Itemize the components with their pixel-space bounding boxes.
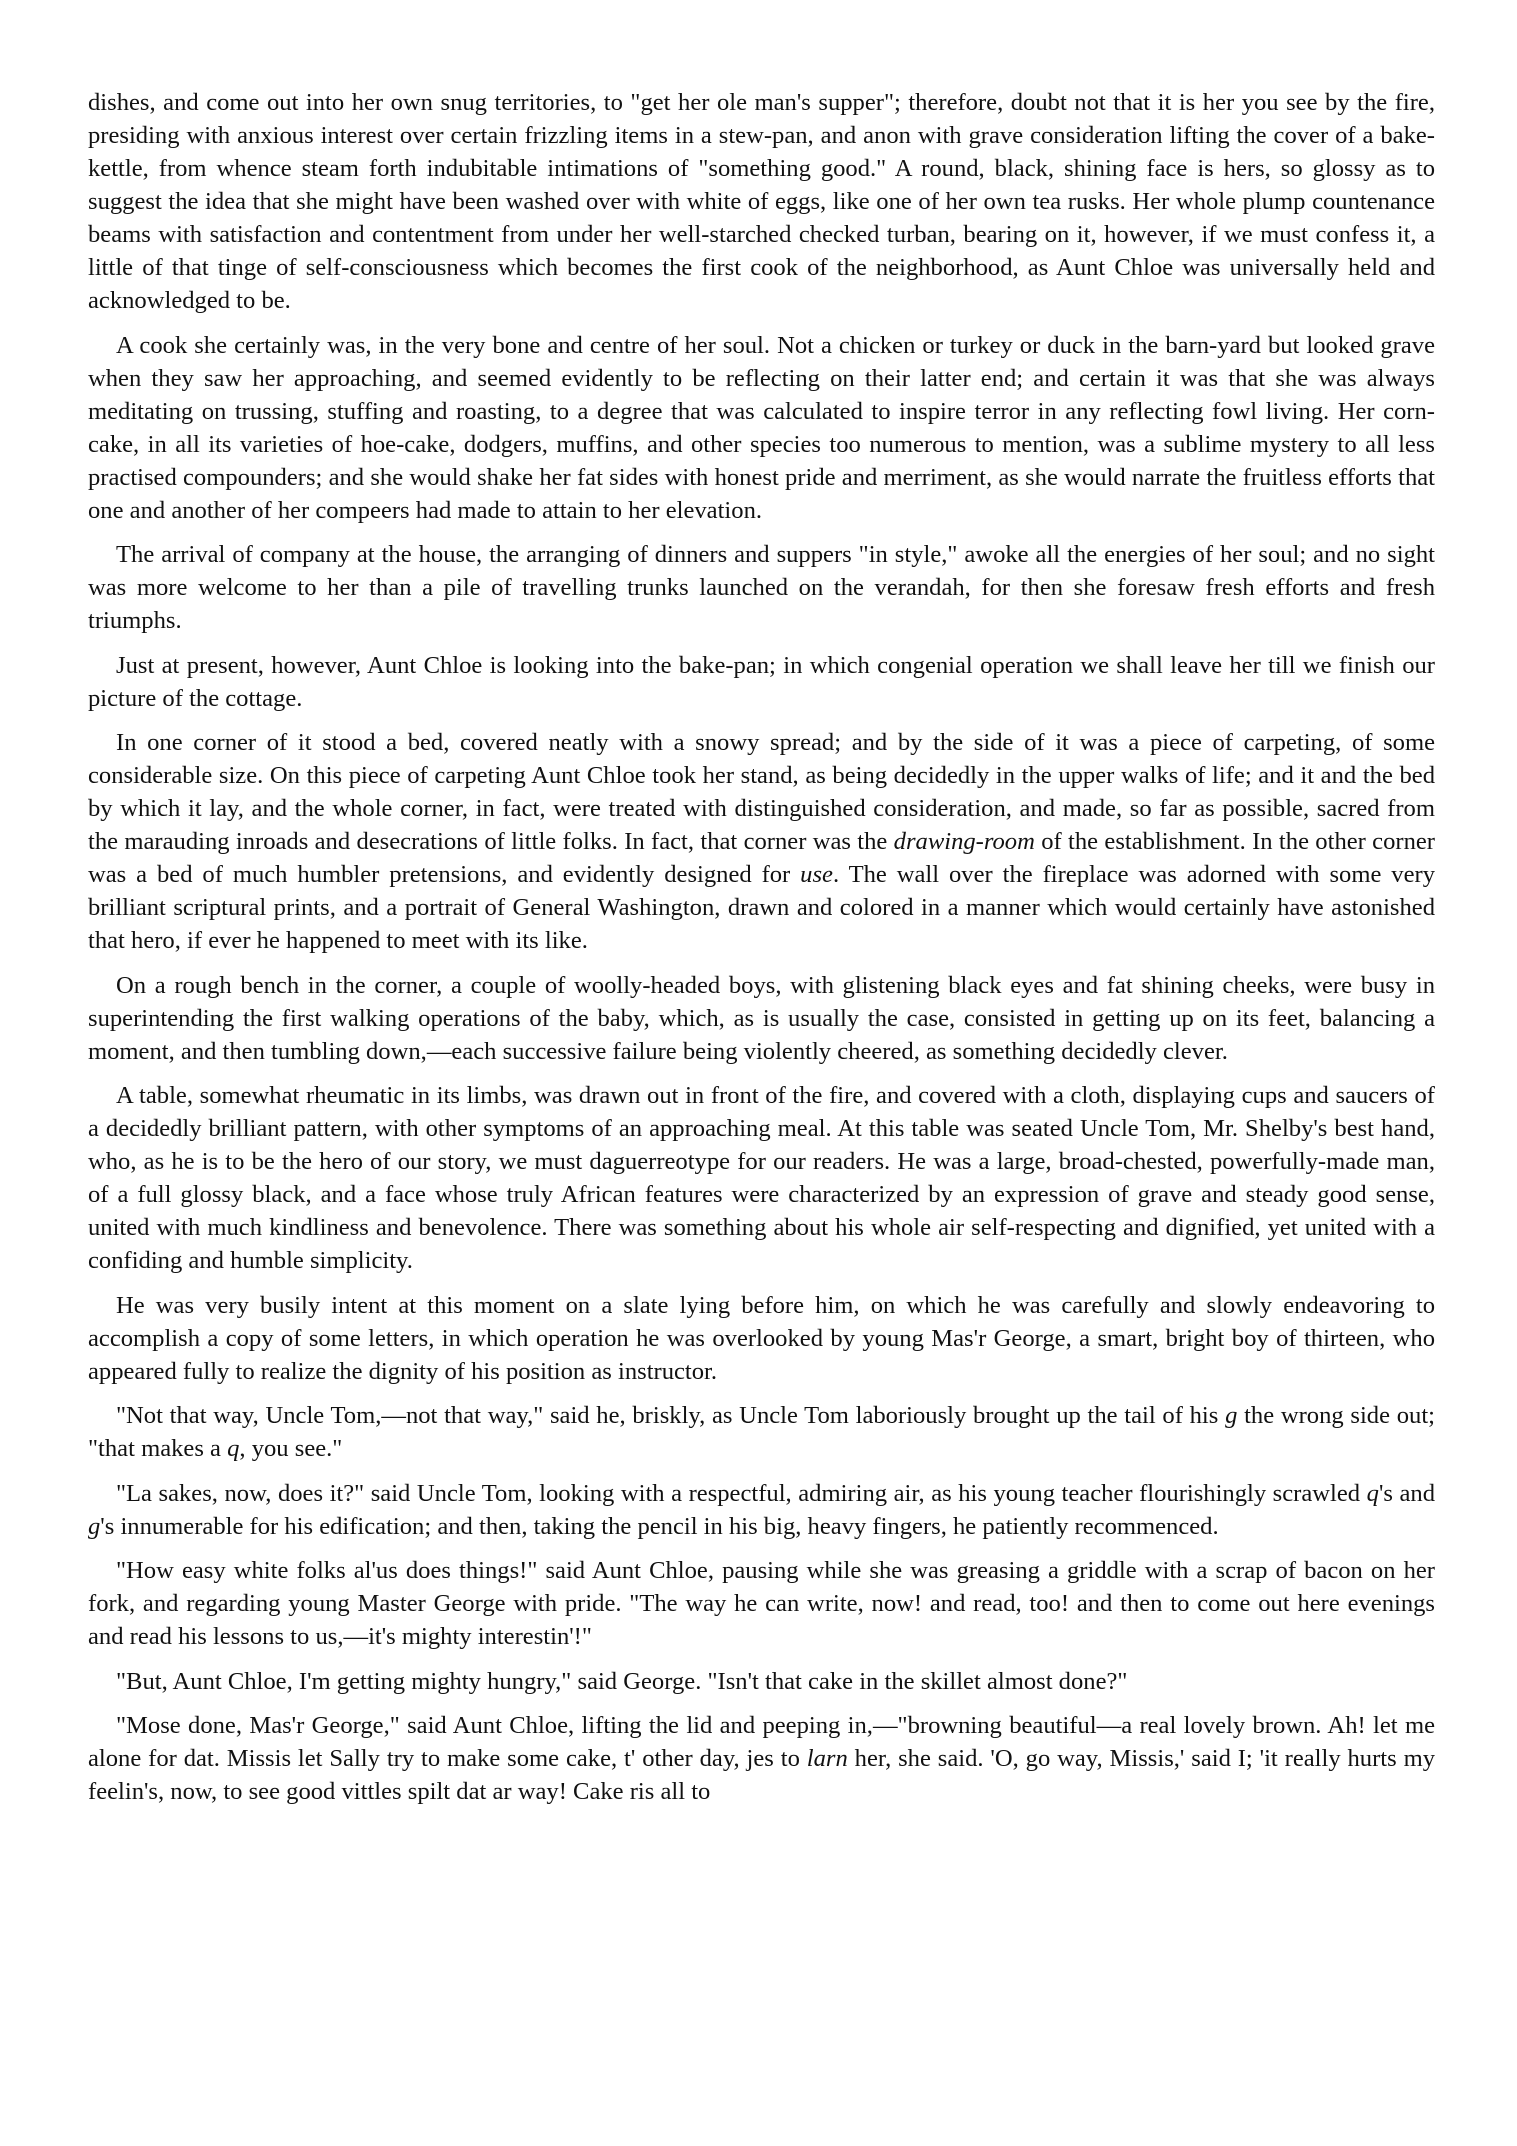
- paragraph-7-text: A table, somewhat rheumatic in its limbs, was drawn out in front of the fire, and covered with a cloth, displaying cups and saucers of a decidedly brilliant pattern, with other symptoms of an approaching meal. At this table was seated Uncle Tom, Mr. Shelby's best hand, who, as he is to be the hero of our story, we must daguerreotype for our readers. He was a large, broad-chested, powerfully-made man, of a full glossy black, and a face whose truly African features were characterized by an expression of grave and steady good sense, united with much kindliness and benevolence. There was something about his whole air self-respecting and dignified, yet united with a confiding and humble simplicity.: [88, 1082, 1435, 1274]
- paragraph-13-text-2: her, she said. 'O, go way, Missis,' said I; 'it really hurts my feelin's, now, to see good vittles spilt dat ar way! Cake ris all to: [88, 1745, 1435, 1805]
- paragraph-7: [88, 1079, 1435, 1277]
- paragraph-11: [88, 1554, 1435, 1653]
- paragraph-10-text: "La sakes, now, does it?" said Uncle Tom, looking with a respectful, admiring air, as his young teacher flourishingly scrawled: [116, 1479, 1367, 1507]
- paragraph-1-text: dishes, and come out into her own snug territories, to "get her ole man's supper"; therefore, doubt not that it is her you see by the fire, presiding with anxious interest over certain frizzling items in a stew-pan, and anon with grave consideration lifting the cover of a bake-kettle, from whence steam forth indubitable intimations of "something good." A round, black, shining face is hers, so glossy as to suggest the idea that she might have been washed over with white of eggs, like one of her own tea rusks. Her whole plump countenance beams with satisfaction and contentment from under her well-starched checked turban, bearing on it, however, if we must confess it, a little of that tinge of self-consciousness which becomes the first cook of the neighborhood, as Aunt Chloe was universally held and acknowledged to be.: [88, 89, 1435, 314]
- paragraph-5-text-2: of the establishment. In the other corner was a bed of much humbler pretensions, and evidently designed for: [88, 828, 1435, 888]
- paragraph-13: [88, 1709, 1435, 1808]
- paragraph-12-text: "But, Aunt Chloe, I'm getting mighty hungry," said George. "Isn't that cake in the skillet almost done?": [116, 1667, 1128, 1695]
- paragraph-10: [88, 1477, 1435, 1543]
- paragraph-13-text: "Mose done, Mas'r George," said Aunt Chloe, lifting the lid and peeping in,—"browning beautiful—a real lovely brown. Ah! let me alone for dat. Missis let Sally try to make some cake, t' other day, jes to: [88, 1712, 1435, 1772]
- paragraph-1: [88, 86, 1435, 317]
- paragraph-2-text: A cook she certainly was, in the very bone and centre of her soul. Not a chicken or turkey or duck in the barn-yard but looked grave when they saw her approaching, and seemed evidently to be reflecting on their latter end; and certain it was that she was always meditating on trussing, stuffing and roasting, to a degree that was calculated to inspire terror in any reflecting fowl living. Her corn-cake, in all its varieties of hoe-cake, dodgers, muffins, and other species too numerous to mention, was a sublime mystery to all less practised compounders; and she would shake her fat sides with honest pride and merriment, as she would narrate the fruitless efforts that one and another of her compeers had made to attain to her elevation.: [88, 331, 1435, 524]
- paragraph-5-text: In one corner of it stood a bed, covered neatly with a snowy spread; and by the side of it was a piece of carpeting, of some considerable size. On this piece of carpeting Aunt Chloe took her stand, as being decidedly in the upper walks of life; and it and the bed by which it lay, and the whole corner, in fact, were treated with distinguished consideration, and made, so far as possible, sacred from the marauding inroads and desecrations of little folks. In fact, that corner was the: [88, 729, 1435, 855]
- paragraph-8-text: He was very busily intent at this moment on a slate lying before him, on which he was carefully and slowly endeavoring to accomplish a copy of some letters, in which operation he was overlooked by young Mas'r George, a smart, bright boy of thirteen, who appeared fully to realize the dignity of his position as instructor.: [88, 1291, 1435, 1385]
- paragraph-2: [88, 329, 1435, 527]
- paragraph-10-italic-g: g: [88, 1512, 101, 1540]
- paragraph-12: [88, 1665, 1435, 1698]
- paragraph-6-text: On a rough bench in the corner, a couple of woolly-headed boys, with glistening black eyes and fat shining cheeks, were busy in superintending the first walking operations of the baby, which, as is usually the case, consisted in getting up on its feet, balancing a moment, and then tumbling down,—each successive failure being violently cheered, as something decidedly clever.: [88, 971, 1435, 1065]
- paragraph-10-italic-q: q: [1366, 1479, 1379, 1507]
- paragraph-9-text-2: the wrong side out; "that makes a: [88, 1402, 1435, 1462]
- paragraph-5-italic-drawing-room: drawing-room: [893, 828, 1035, 855]
- paragraph-9-text-3: , you see.": [239, 1435, 343, 1462]
- paragraph-11-text: "How easy white folks al'us does things!" said Aunt Chloe, pausing while she was greasing a griddle with a scrap of bacon on her fork, and regarding young Master George with pride. "The way he can write, now! and read, too! and then to come out here evenings and read his lessons to us,—it's mighty interestin'!": [88, 1557, 1435, 1650]
- paragraph-8: [88, 1289, 1435, 1388]
- paragraph-4: [88, 649, 1435, 715]
- paragraph-5-text-3: . The wall over the fireplace was adorned with some very brilliant scriptural prints, and a portrait of General Washington, drawn and colored in a manner which would certainly have astonished that hero, if ever he happened to meet with its like.: [88, 861, 1435, 954]
- paragraph-10-text-2: 's and: [1378, 1479, 1435, 1507]
- paragraph-5: [88, 726, 1435, 957]
- paragraph-13-italic-larn: larn: [806, 1745, 848, 1772]
- paragraph-9-italic-g: g: [1225, 1402, 1238, 1429]
- paragraph-3-text: The arrival of company at the house, the arranging of dinners and suppers "in style," awoke all the energies of her soul; and no sight was more welcome to her than a pile of travelling trunks launched on the verandah, for then she foresaw fresh efforts and fresh triumphs.: [88, 541, 1435, 634]
- paragraph-5-italic-use: use: [800, 861, 833, 888]
- paragraph-9-text: "Not that way, Uncle Tom,—not that way," said he, briskly, as Uncle Tom laboriously brought up the tail of his: [116, 1402, 1226, 1429]
- paragraph-4-text: Just at present, however, Aunt Chloe is looking into the bake-pan; in which congenial operation we shall leave her till we finish our picture of the cottage.: [88, 651, 1435, 712]
- paragraph-9-italic-q: q: [227, 1435, 240, 1462]
- paragraph-6: [88, 969, 1435, 1068]
- paragraph-10-text-3: 's innumerable for his edification; and then, taking the pencil in his big, heavy fingers, he patiently recommenced.: [100, 1512, 1219, 1540]
- paragraph-3: [88, 538, 1435, 637]
- paragraph-9: [88, 1399, 1435, 1465]
- book-page: [88, 86, 1435, 1820]
